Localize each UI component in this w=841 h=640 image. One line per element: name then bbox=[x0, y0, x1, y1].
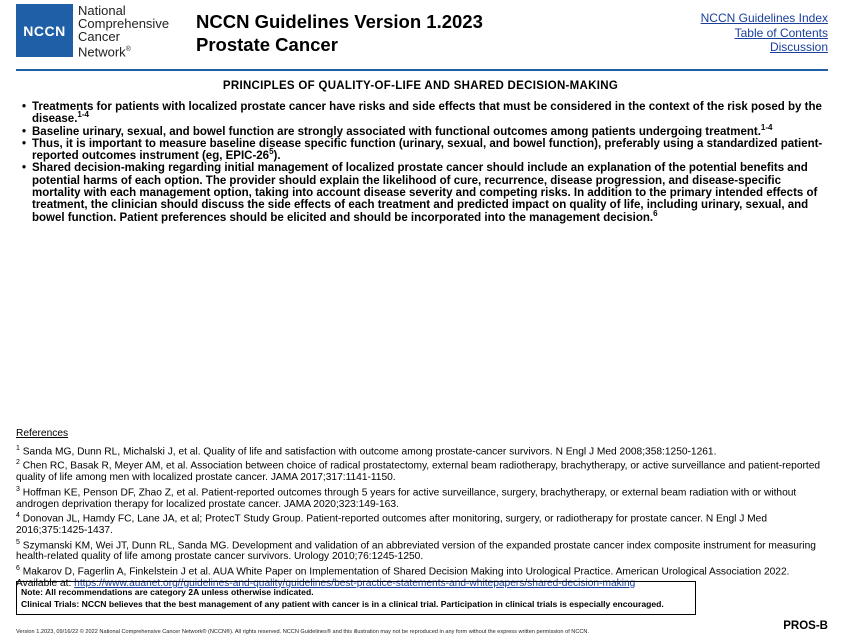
guidelines-index-link[interactable]: NCCN Guidelines Index bbox=[700, 11, 828, 25]
list-item: • Treatments for patients with localized prostate cancer have risks and side effects that must be considered in the context of the risk posed by the disease.$^{1-4}$ bbox=[22, 101, 832, 126]
references-list bbox=[16, 443, 831, 590]
list-item: • Shared decision-making regarding initial management of localized prostate cancer should include an explanation of the potential benefits and potential harms of each option. The provider should explain the likelihood of cure, recurrence, disease progression, and disease-specific mortality with each management option, taking into account disease severity and competing risks. In addition to the primary intended effects of treatment, the clinician should discuss the side effects of each treatment and predicted impact on quality of life, including urinary, sexual, and bowel function. Patient preferences should be elicited and should be incorporated into the management decision.$^6$ bbox=[22, 162, 832, 223]
guideline-version: NCCN Guidelines Version 1.2023 bbox=[196, 11, 483, 32]
list-item: • Baseline urinary, sexual, and bowel function are strongly associated with functional outcomes among patients undergoing treatment.$^{1-4}$ bbox=[22, 126, 832, 138]
reference-item: $^6$ Makarov D, Fagerlin A, Finkelstein J et al. AUA White Paper on Implementation of Shared Decision Making into Urological Practice. American Urological Association 2022. Available at: https://www.auanet.org//guidelines-and-quality/guidelines/best-practice-statements-and-whitepapers/shared-decision-making bbox=[16, 564, 790, 589]
section-title: PRINCIPLES OF QUALITY-OF-LIFE AND SHARED DECISION-MAKING bbox=[222, 80, 619, 92]
reference-item: $^3$ Hoffman KE, Penson DF, Zhao Z, et al. Patient-reported outcomes through 5 years for active surveillance, surgery, brachytherapy, or external beam radiation with or without androgen deprivation therapy for localized prostate cancer. JAMA 2020;323:149-163. bbox=[16, 485, 797, 510]
reference-item: $^2$ Chen RC, Basak R, Meyer AM, et al. Association between choice of radical prostatectomy, external beam radiotherapy, brachytherapy, or active surveillance and patient-reported quality of life among men with localized prostate cancer. JAMA 2017;317:1141-1150. bbox=[16, 459, 821, 484]
header-nav bbox=[701, 11, 828, 55]
logo-line: Cancer bbox=[78, 29, 120, 44]
clinical-trials-note: Clinical Trials: NCCN believes that the best management of any patient with cancer is in a clinical trial. Participation in clinical trials is especially encouraged. bbox=[21, 598, 664, 609]
guideline-topic: Prostate Cancer bbox=[196, 34, 338, 55]
nccn-logo bbox=[16, 4, 169, 58]
category-note: Note: All recommendations are category 2A unless otherwise indicated. bbox=[21, 587, 314, 597]
table-of-contents-link[interactable]: Table of Contents bbox=[734, 25, 828, 40]
logo-line: National bbox=[78, 3, 126, 18]
page-title bbox=[196, 10, 483, 56]
reference-item: $^4$ Donovan JL, Hamdy FC, Lane JA, et al; ProtecT Study Group. Patient-reported outcomes after monitoring, surgery, or radiotherapy for prostate cancer. N Engl J Med 2016;375:1425-1437. bbox=[16, 512, 767, 537]
copyright-footer: Version 1.2023, 09/16/22 © 2022 National Comprehensive Cancer Network® (NCCN®). All rights reserved. NCCN Guidelines® and this illustration may not be reproduced in any form without the express written permission of NCCN. bbox=[16, 629, 590, 635]
principles-list bbox=[22, 101, 832, 224]
logo-badge: NCCN bbox=[16, 4, 73, 57]
header-divider bbox=[16, 69, 828, 71]
discussion-link[interactable]: Discussion bbox=[769, 40, 828, 54]
note-box bbox=[16, 581, 696, 615]
logo-wordmark bbox=[78, 4, 169, 58]
references bbox=[16, 428, 831, 589]
reference-item: $^1$ Sanda MG, Dunn RL, Michalski J, et al. Quality of life and satisfaction with outcome among prostate-cancer survivors. N Engl J Med 2008;358:1250-1261. bbox=[16, 444, 717, 457]
reference-item: $^5$ Szymanski KM, Wei JT, Dunn RL, Sanda MG. Development and validation of an abbreviated version of the expanded prostate cancer index composite instrument for measuring health-related quality of life among prostate cancer survivors. Urology 2010;76:1245-1250. bbox=[16, 538, 816, 563]
list-item: • Thus, it is important to measure baseline disease specific function (urinary, sexual, and bowel function), preferably using a standardized patient-reported outcomes instrument (eg, EPIC-$26^5$). bbox=[22, 138, 832, 163]
logo-line-network: Network® bbox=[78, 44, 131, 60]
logo-line: Comprehensive bbox=[78, 16, 170, 31]
references-heading: References bbox=[16, 428, 69, 439]
page-code: PROS-B bbox=[783, 620, 828, 632]
aua-reference-link[interactable]: https://www.auanet.org//guidelines-and-quality/guidelines/best-practice-statements-and-whitepapers/shared-decision-making bbox=[74, 577, 636, 589]
